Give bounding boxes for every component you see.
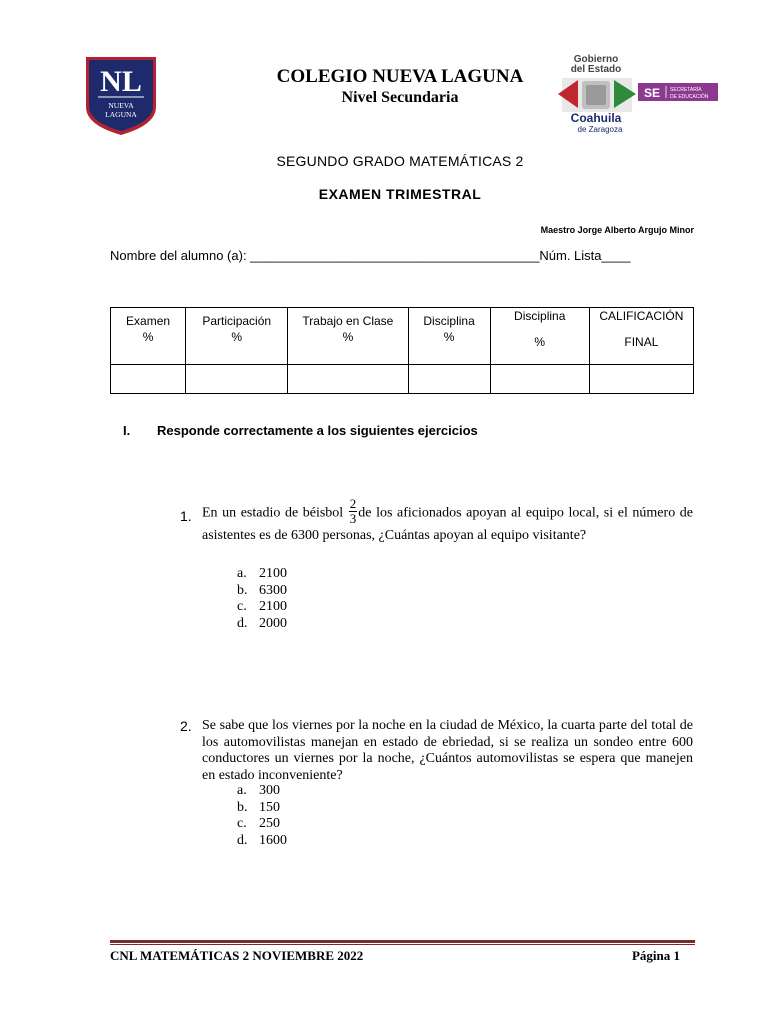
question-2-text: Se sabe que los viernes por la noche en la ciudad de México, la cuarta parte del total de los automovilistas manejan en estado de ebriedad, si se realiza un sondeo entre 600 conductores un viernes por la noche, ¿Cuántos automovilistas se espera que manejen en estado inconveniente? <box>202 718 693 783</box>
svg-text:Gobierno: Gobierno <box>573 54 619 65</box>
school-logo <box>84 55 158 137</box>
footer-course: CNL MATEMÁTICAS 2 NOVIEMBRE 2022 <box>110 948 364 963</box>
svg-text:SE: SE <box>643 86 661 100</box>
svg-text:Coahuila: Coahuila <box>570 111 622 125</box>
entry-disciplina-2[interactable] <box>490 365 589 394</box>
header-trabajo-en-clase: Trabajo en Clase % <box>288 308 408 365</box>
header-disciplina: Disciplina % <box>408 308 490 365</box>
entry-participacion[interactable] <box>186 365 288 394</box>
school-level: Nivel Secundaria <box>341 89 459 106</box>
option-item[interactable]: a. 2100 <box>237 566 287 581</box>
school-name: COLEGIO NUEVA LAGUNA <box>276 66 524 87</box>
section-heading <box>123 423 478 438</box>
question-number: 1. <box>180 508 192 524</box>
exam-title: EXAMEN TRIMESTRAL <box>318 186 482 202</box>
svg-text:NL: NL <box>100 65 142 98</box>
section-title: Responde correctamente a los siguientes ejercicios <box>157 423 478 438</box>
grades-table <box>110 307 694 394</box>
question-1-text: En un estadio de béisbol $\frac{2}{3}$ de los aficionados apoyan al equipo local, si el número de asistentes es de 6300 personas, ¿Cuántas apoyan al equipo visitante? <box>202 496 693 543</box>
grades-table-entry-row <box>111 365 694 394</box>
option-item[interactable]: c. 250 <box>237 816 280 832</box>
question-number: 2. <box>180 718 192 734</box>
svg-text:DE EDUCACIÓN: DE EDUCACIÓN <box>670 94 709 100</box>
option-item[interactable]: b. 150 <box>237 799 280 815</box>
svg-text:del Estado: del Estado <box>570 64 622 75</box>
option-item[interactable]: a. 300 <box>237 783 280 798</box>
svg-text:NUEVA: NUEVA <box>108 101 134 110</box>
footer-page-number: Página 1 <box>631 948 680 963</box>
footer-rule-thin <box>110 944 695 945</box>
svg-text:SECRETARÍA: SECRETARÍA <box>670 87 702 93</box>
footer-rule <box>110 940 695 943</box>
option-item[interactable]: d. 2000 <box>237 616 287 632</box>
question-1-options <box>237 566 287 633</box>
government-logo <box>556 50 726 134</box>
question-2-options <box>237 783 287 850</box>
option-item[interactable]: c. 2100 <box>237 599 287 615</box>
entry-calificacion-final[interactable] <box>589 365 693 394</box>
option-item[interactable]: b. 6300 <box>237 582 287 598</box>
header-examen: Examen % <box>111 308 186 365</box>
entry-disciplina[interactable] <box>408 365 490 394</box>
header-calificacion-final: CALIFICACIÓN FINAL <box>589 308 693 365</box>
section-number: I. <box>123 423 131 438</box>
entry-trabajo-en-clase[interactable] <box>288 365 408 394</box>
grades-table-header-row <box>111 308 694 365</box>
student-name-line: Nombre del alumno (a): ________________________________________Núm. Lista____ <box>110 248 631 263</box>
grade-subject: SEGUNDO GRADO MATEMÁTICAS 2 <box>276 153 524 169</box>
entry-examen[interactable] <box>111 365 186 394</box>
fraction: $\frac{2}{3}$ <box>349 496 357 526</box>
svg-text:de Zaragoza: de Zaragoza <box>577 125 623 134</box>
teacher-name: Maestro Jorge Alberto Argujo Minor <box>540 225 694 235</box>
header-participacion: Participación % <box>186 308 288 365</box>
header-disciplina-2: Disciplina % <box>490 308 589 365</box>
option-item[interactable]: d. 1600 <box>237 833 287 849</box>
svg-text:LAGUNA: LAGUNA <box>105 110 137 119</box>
